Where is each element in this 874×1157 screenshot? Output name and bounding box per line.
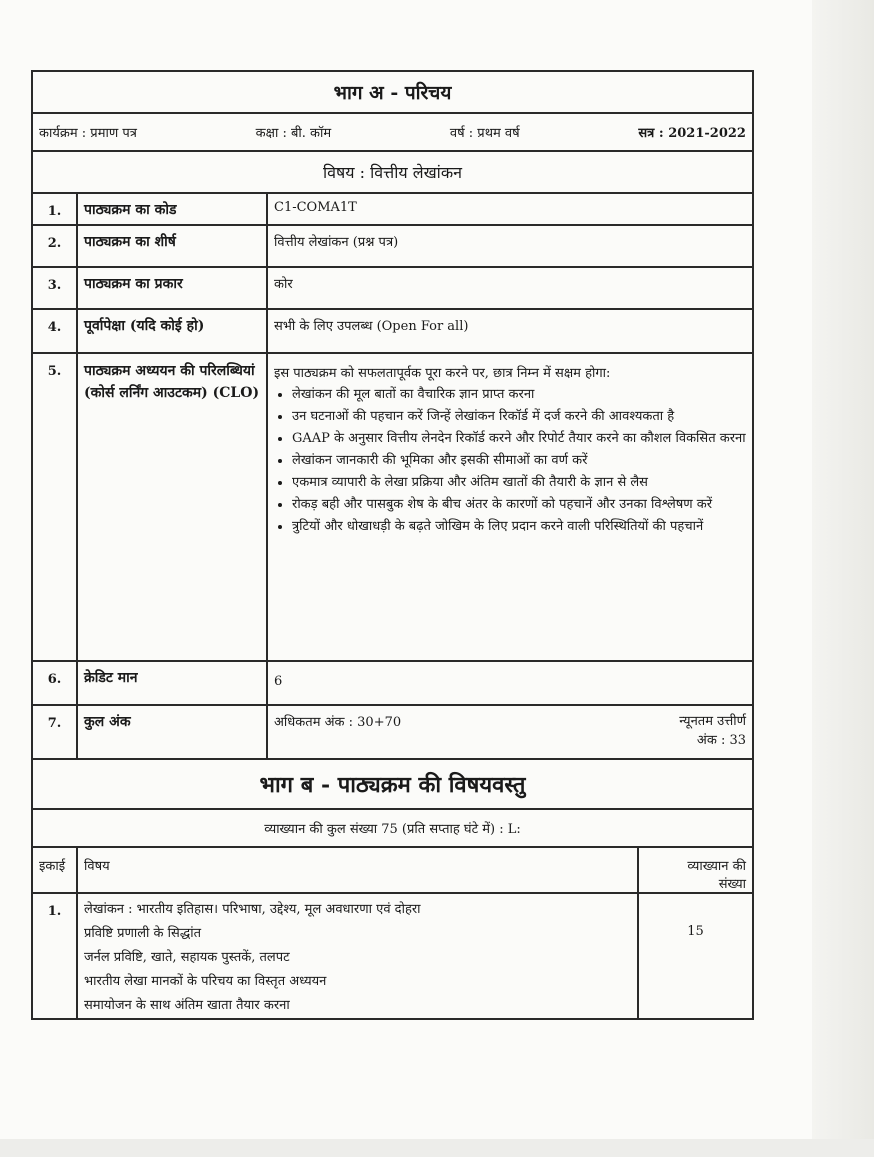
- min-marks-line2: अंक : 33: [696, 733, 746, 748]
- clo-intro: इस पाठ्यक्रम को सफलतापूर्वक पूरा करने पर, छात्र निम्न में सक्षम होगा:: [274, 366, 611, 381]
- course-type-value: कोर: [267, 267, 753, 309]
- list-item: • एकमात्र व्यापारी के लेखा प्रक्रिया और अंतिम खातों की तैयारी के ज्ञान से लैस: [292, 473, 746, 492]
- list-item: • त्रुटियों और धोखाधड़ी के बढ़ते जोखिम के लिए प्रदान करने वाली परिस्थितियों की पहचानें: [292, 517, 746, 536]
- clo-label: पाठ्यक्रम अध्ययन की परिलब्धियां (कोर्स लर्निंग आउटकम) (CLO): [77, 353, 267, 661]
- prerequisite-label: पूर्वापेक्षा (यदि कोई हो): [77, 309, 267, 353]
- credit-label: क्रेडिट मान: [77, 661, 267, 705]
- row-number: 3.: [32, 267, 77, 309]
- program-meta-row: [32, 113, 753, 151]
- unit-column-header: इकाई: [32, 847, 77, 893]
- unit-number: 1.: [32, 893, 77, 1019]
- topic-column-header: विषय: [77, 847, 638, 893]
- list-item: • GAAP के अनुसार वित्तीय लेनदेन रिकॉर्ड करने और रिपोर्ट तैयार करने का कौशल विकसित करना: [292, 429, 746, 448]
- list-item: • लेखांकन जानकारी की भूमिका और इसकी सीमाओं का वर्ण करें: [292, 451, 746, 470]
- topic-line: प्रविष्टि प्रणाली के सिद्धांत: [84, 926, 201, 941]
- course-code-value: C1-COMA1T: [267, 193, 753, 225]
- scan-edge: [812, 0, 874, 1157]
- prerequisite-value: सभी के लिए उपलब्ध (Open For all): [267, 309, 753, 353]
- min-marks-line1: न्यूनतम उत्तीर्ण: [679, 714, 746, 729]
- program-label: कार्यक्रम : प्रमाण पत्र: [39, 126, 137, 141]
- row-number: 1.: [32, 193, 77, 225]
- course-code-label: पाठ्यक्रम का कोड: [77, 193, 267, 225]
- part-b-table: [31, 758, 754, 1020]
- max-marks: अधिकतम अंक : 30+70: [274, 715, 402, 730]
- course-title-label: पाठ्यक्रम का शीर्ष: [77, 225, 267, 267]
- class-label: कक्षा : बी. कॉम: [255, 126, 332, 141]
- topic-line: लेखांकन : भारतीय इतिहास। परिभाषा, उद्देश्य, मूल अवधारणा एवं दोहरा: [84, 902, 421, 917]
- min-marks: [679, 712, 746, 750]
- topic-line: भारतीय लेखा मानकों के परिचय का विस्तृत अध्ययन: [84, 974, 327, 989]
- unit-lectures: 15: [638, 893, 753, 1019]
- topic-line: समायोजन के साथ अंतिम खाता तैयार करना: [84, 998, 290, 1013]
- lectures-column-header: [638, 847, 753, 893]
- course-type-label: पाठ्यक्रम का प्रकार: [77, 267, 267, 309]
- clo-list: [274, 385, 746, 536]
- row-number: 7.: [32, 705, 77, 759]
- total-lectures: व्याख्यान की कुल संख्या 75 (प्रति सप्ताह घंटे में) : L:: [32, 809, 753, 847]
- list-item: • लेखांकन की मूल बातों का वैचारिक ज्ञान प्राप्त करना: [292, 385, 746, 404]
- unit-topics: [77, 893, 638, 1019]
- row-number: 5.: [32, 353, 77, 661]
- clo-cell: [267, 353, 753, 661]
- lectures-header-line1: व्याख्यान की: [687, 859, 746, 874]
- course-title-value: वित्तीय लेखांकन (प्रश्न पत्र): [267, 225, 753, 267]
- total-marks-label: कुल अंक: [77, 705, 267, 759]
- list-item: • उन घटनाओं की पहचान करें जिन्हें लेखांकन रिकॉर्ड में दर्ज करने की आवश्यकता है: [292, 407, 746, 426]
- row-number: 2.: [32, 225, 77, 267]
- row-number: 4.: [32, 309, 77, 353]
- syllabus-document: [31, 70, 754, 1020]
- list-item: • रोकड़ बही और पासबुक शेष के बीच अंतर के कारणों को पहचानें और उनका विश्लेषण करें: [292, 495, 746, 514]
- scan-bottom-edge: [0, 1139, 874, 1157]
- part-a-table: [31, 70, 754, 760]
- part-a-title: भाग अ - परिचय: [32, 71, 753, 113]
- year-label: वर्ष : प्रथम वर्ष: [449, 126, 520, 141]
- topic-line: जर्नल प्रविष्टि, खाते, सहायक पुस्तकें, तलपट: [84, 950, 290, 965]
- marks-cell: [267, 705, 753, 759]
- subject-title: विषय : वित्तीय लेखांकन: [32, 151, 753, 193]
- lectures-header-line2: संख्या: [718, 877, 746, 892]
- session-label: सत्र : 2021-2022: [638, 126, 746, 141]
- credit-value: 6: [267, 661, 753, 705]
- row-number: 6.: [32, 661, 77, 705]
- part-b-title: भाग ब - पाठ्यक्रम की विषयवस्तु: [32, 759, 753, 809]
